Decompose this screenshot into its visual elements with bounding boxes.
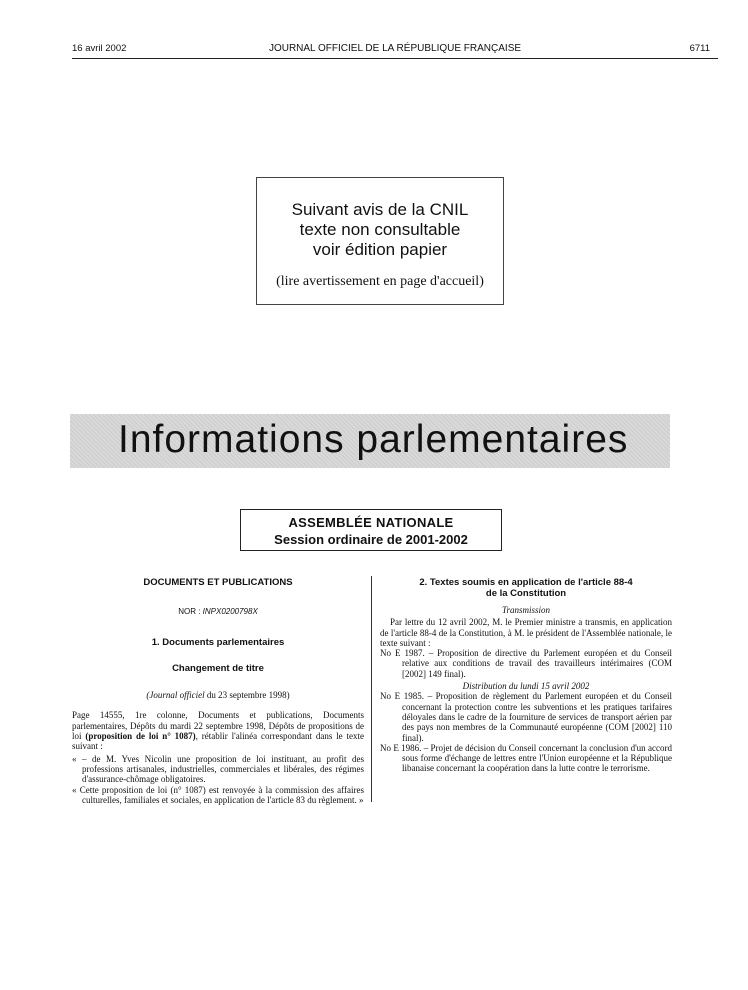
quote-paragraph-1: « – de M. Yves Nicolin une proposition de loi instituant, au profit des professions artisanales, industrielles, commerciales et libérales, des régimes d'assurance-chômage obligatoires. [72,753,364,785]
nor-code: INPX0200798X [202,607,258,617]
section-banner [70,414,670,468]
column-divider [371,576,372,802]
right-column [380,574,672,774]
banner-title: Informations parlementaires [118,418,629,461]
assembly-session: Session ordinaire de 2001-2002 [274,532,468,547]
subsection-title: Changement de titre [172,662,264,674]
section-1-title: 1. Documents parlementaires [151,636,285,648]
section-2-line-1: 2. Textes soumis en application de l'article 88-4 [419,577,633,588]
cnil-notice-box [256,177,504,305]
para-text-a: Page 14555, 1re colonne, Documents et publications, Documents parlementaires, Dépôts du mardi 22 septembre 1998, Dépôts de propositions de loi [72,710,364,742]
transmission-heading: Transmission [501,605,551,615]
nor-label: NOR : [178,607,203,617]
nor-reference [72,607,364,617]
header-journal-title: JOURNAL OFFICIEL DE LA RÉPUBLIQUE FRANÇAISE [268,43,522,54]
distribution-heading: Distribution du lundi 15 avril 2002 [462,681,590,692]
entry-e1985: No E 1985. – Proposition de règlement du Parlement européen et du Conseil concernant la protection contre les subventions et les pratiques tarifaires déloyales dans le cadre de la fourniture de services de transport aérien par des pays non membres de la Communauté européenne (COM [2002] 110 final). [380,691,672,743]
entry-e1986: No E 1986. – Projet de décision du Conseil concernant la conclusion d'un accord sous forme d'échange de lettres entre l'Union européenne et la République libanaise concernant la coopération dans la lutte contre le terrorisme. [380,742,672,774]
section-2-title [380,578,672,599]
notice-line-1: Suivant avis de la CNIL [291,200,469,219]
correction-paragraph [72,710,364,751]
quote-paragraph-2: « Cette proposition de loi (n° 1087) est renvoyée à la commission des affaires culturelles, familiales et sociales, en application de l'article 83 du règlement. » [72,784,364,805]
documents-heading: DOCUMENTS ET PUBLICATIONS [143,577,293,588]
left-column [72,574,364,805]
jo-ref-italic: (Journal officiel [146,690,205,701]
notice-line-2: texte non consultable [299,220,461,239]
page-header [72,40,718,59]
para-bold-ref: (proposition de loi n° 1087) [85,731,196,742]
notice-line-4: (lire avertissement en page d'accueil) [276,274,484,289]
header-page-number: 6711 [689,43,710,54]
header-date: 16 avril 2002 [72,43,127,54]
assembly-box [240,509,502,551]
entry-e1987: No E 1987. – Proposition de directive du Parlement européen et du Conseil relative aux conditions de travail des travailleurs intérimaires (COM [2002] 149 final). [380,648,672,679]
assembly-name: ASSEMBLÉE NATIONALE [288,515,454,530]
jo-ref-rest: du 23 septembre 1998) [204,690,290,701]
section-2-line-2: de la Constitution [485,587,567,599]
transmission-text: Par lettre du 12 avril 2002, M. le Premier ministre a transmis, en application de l'article 88-4 de la Constitution, à M. le président de l'Assemblée nationale, le texte suivant : [380,617,672,648]
para-text-b: , rétablir l'alinéa correspondant dans le texte suivant : [72,731,364,752]
journal-reference [72,690,364,700]
notice-line-3: voir édition papier [312,240,448,259]
